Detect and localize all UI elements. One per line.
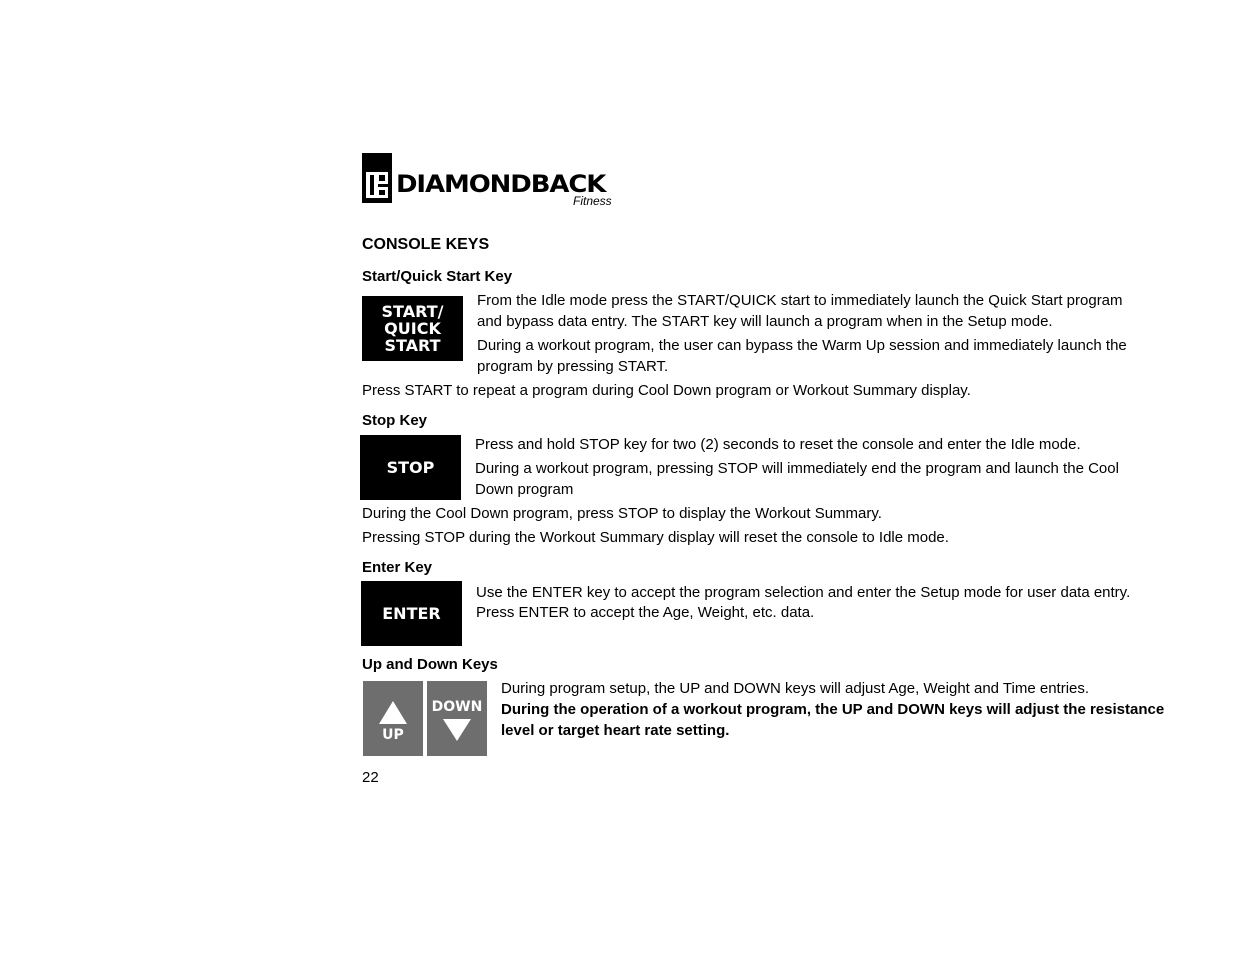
start-text-2-line-1: During a workout program, the user can bypass the Warm Up session and immediately launch the [477, 337, 1127, 354]
enter-text-1-line-2: Press ENTER to accept the Age, Weight, etc. data. [476, 604, 815, 621]
start-key-line-2: QUICK [384, 319, 441, 338]
stop-text-2-line-1: During a workout program, pressing STOP will immediately end the program and launch the Cool [475, 460, 1119, 477]
start-text-2-line-2: program by pressing START. [477, 358, 669, 375]
enter-text-1-line-1: Use the ENTER key to accept the program selection and enter the Setup mode for user data entry. [476, 584, 1131, 601]
stop-key-label: STOP [386, 458, 435, 477]
stop-text-2-line-2: Down program [475, 481, 574, 498]
start-quick-start-key-image [362, 296, 463, 361]
down-key-label: DOWN [431, 699, 483, 715]
start-text-3: Press START to repeat a program during Cool Down program or Workout Summary display. [362, 382, 971, 399]
updown-text-2-line-2: level or target heart rate setting. [501, 722, 730, 739]
logo-sub-text: Fitness [573, 194, 612, 208]
start-key-line-3: START [384, 336, 441, 355]
down-arrow-icon [427, 681, 487, 756]
up-arrow-icon [363, 681, 423, 756]
updown-text-1: During program setup, the UP and DOWN keys will adjust Age, Weight and Time entries. [501, 680, 1090, 697]
stop-key-heading: Stop Key [362, 412, 428, 429]
page-number: 22 [362, 769, 379, 786]
up-key-label: UP [382, 727, 404, 743]
start-key-line-1: START/ [381, 302, 444, 321]
section-title: CONSOLE KEYS [362, 236, 490, 253]
enter-key-label: ENTER [382, 604, 441, 623]
up-down-keys-heading: Up and Down Keys [362, 656, 498, 673]
stop-key-image [360, 435, 461, 500]
start-key-heading: Start/Quick Start Key [362, 268, 513, 285]
start-text-1-line-2: and bypass data entry. The START key will launch a program when in the Setup mode. [477, 313, 1053, 330]
stop-text-3: During the Cool Down program, press STOP to display the Workout Summary. [362, 505, 882, 522]
down-key-image [427, 681, 487, 756]
diamondback-logo [362, 150, 622, 210]
up-key-image [363, 681, 423, 756]
enter-key-image [361, 581, 462, 646]
stop-text-1: Press and hold STOP key for two (2) seconds to reset the console and enter the Idle mode. [475, 436, 1081, 453]
stop-text-4: Pressing STOP during the Workout Summary display will reset the console to Idle mode. [362, 529, 949, 546]
logo-brand-text: DIAMONDBACK [396, 170, 606, 198]
updown-text-2-line-1: During the operation of a workout program, the UP and DOWN keys will adjust the resistance [501, 701, 1165, 718]
enter-key-heading: Enter Key [362, 559, 433, 576]
start-text-1-line-1: From the Idle mode press the START/QUICK start to immediately launch the Quick Start program [477, 292, 1123, 309]
